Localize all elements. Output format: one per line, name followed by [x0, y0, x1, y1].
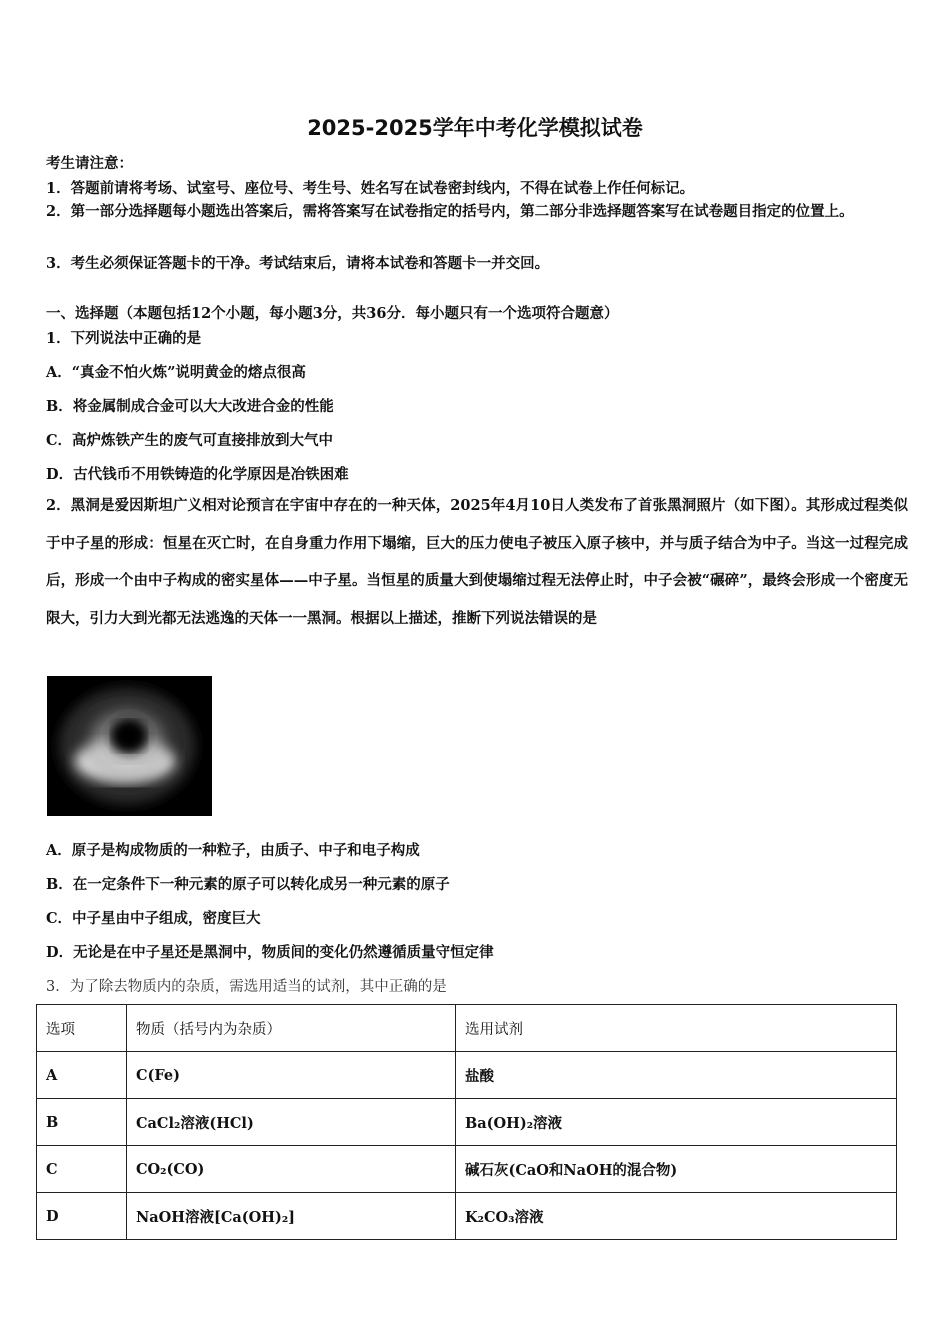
notice-heading: 考生请注意： [46, 155, 133, 172]
row-substance: CaCl₂溶液(HCl) [127, 1099, 456, 1146]
row-option: A [37, 1052, 127, 1099]
header-option: 选项 [37, 1005, 127, 1052]
section-heading: 一、选择题（本题包括12个小题，每小题3分，共36分．每小题只有一个选项符合题意） [46, 305, 619, 322]
q2-option-a: A．原子是构成物质的一种粒子，由质子、中子和电子构成 [46, 842, 420, 859]
table-row [37, 1146, 897, 1193]
q1-option-b: B．将金属制成合金可以大大改进合金的性能 [46, 398, 334, 415]
row-substance: CO₂(CO) [127, 1146, 456, 1193]
page-title: 2025-2025学年中考化学模拟试卷 [307, 116, 643, 140]
row-reagent: K₂CO₃溶液 [456, 1193, 897, 1240]
q2-option-b: B．在一定条件下一种元素的原子可以转化成另一种元素的原子 [46, 876, 450, 893]
notice-item-3: 3．考生必须保证答题卡的干净。考试结束后，请将本试卷和答题卡一并交回。 [46, 255, 550, 272]
row-option: C [37, 1146, 127, 1193]
row-substance: NaOH溶液[Ca(OH)₂] [127, 1193, 456, 1240]
q2-stem: 2．黑洞是爱因斯坦广义相对论预言在宇宙中存在的一种天体，2025年4月10日人类发布了首张黑洞照片（如下图）。其形成过程类似于中子星的形成：恒星在灭亡时，在自身重力作用下塌缩，巨大的压力使电子被压入原子核中，并与质子结合为中子。当这一过程完成后，形成一个由中子构成的密实星体——中子星。当恒星的质量大到使塌缩过程无法停止时，中子会被“碾碎”，最终会形成一个密度无限大，引力大到光都无法逃逸的天体一一黑洞。根据以上描述，推断下列说法错误的是 [46, 497, 908, 627]
header-reagent: 选用试剂 [456, 1005, 897, 1052]
row-reagent: 盐酸 [456, 1052, 897, 1099]
table-header-row [37, 1005, 897, 1052]
q2-option-d: D．无论是在中子星还是黑洞中，物质间的变化仍然遵循质量守恒定律 [46, 944, 494, 961]
row-reagent: Ba(OH)₂溶液 [456, 1099, 897, 1146]
black-hole-image [47, 676, 212, 816]
row-option: B [37, 1099, 127, 1146]
q1-stem: 1．下列说法中正确的是 [46, 330, 202, 347]
row-option: D [37, 1193, 127, 1240]
black-hole-illustration [47, 676, 212, 816]
row-reagent: 碱石灰(CaO和NaOH的混合物) [456, 1146, 897, 1193]
table-row [37, 1193, 897, 1240]
q1-option-a: A．“真金不怕火炼”说明黄金的熔点很高 [46, 364, 306, 381]
notice-item-2: 2．第一部分选择题每小题选出答案后，需将答案写在试卷指定的括号内，第二部分非选择题答案写在试卷题目指定的位置上。 [46, 203, 854, 220]
row-substance: C(Fe) [127, 1052, 456, 1099]
table-row [37, 1052, 897, 1099]
q2-option-c: C．中子星由中子组成，密度巨大 [46, 910, 261, 927]
q3-stem: 3．为了除去物质内的杂质，需选用适当的试剂，其中正确的是 [46, 979, 447, 995]
notice-item-1: 1．答题前请将考场、试室号、座位号、考生号、姓名写在试卷密封线内，不得在试卷上作任何标记。 [46, 180, 695, 197]
header-substance: 物质（括号内为杂质） [127, 1005, 456, 1052]
reagent-table [36, 1004, 897, 1240]
q1-option-c: C．高炉炼铁产生的废气可直接排放到大气中 [46, 432, 334, 449]
q1-option-d: D．古代钱币不用铁铸造的化学原因是冶铁困难 [46, 466, 349, 483]
table-row [37, 1099, 897, 1146]
